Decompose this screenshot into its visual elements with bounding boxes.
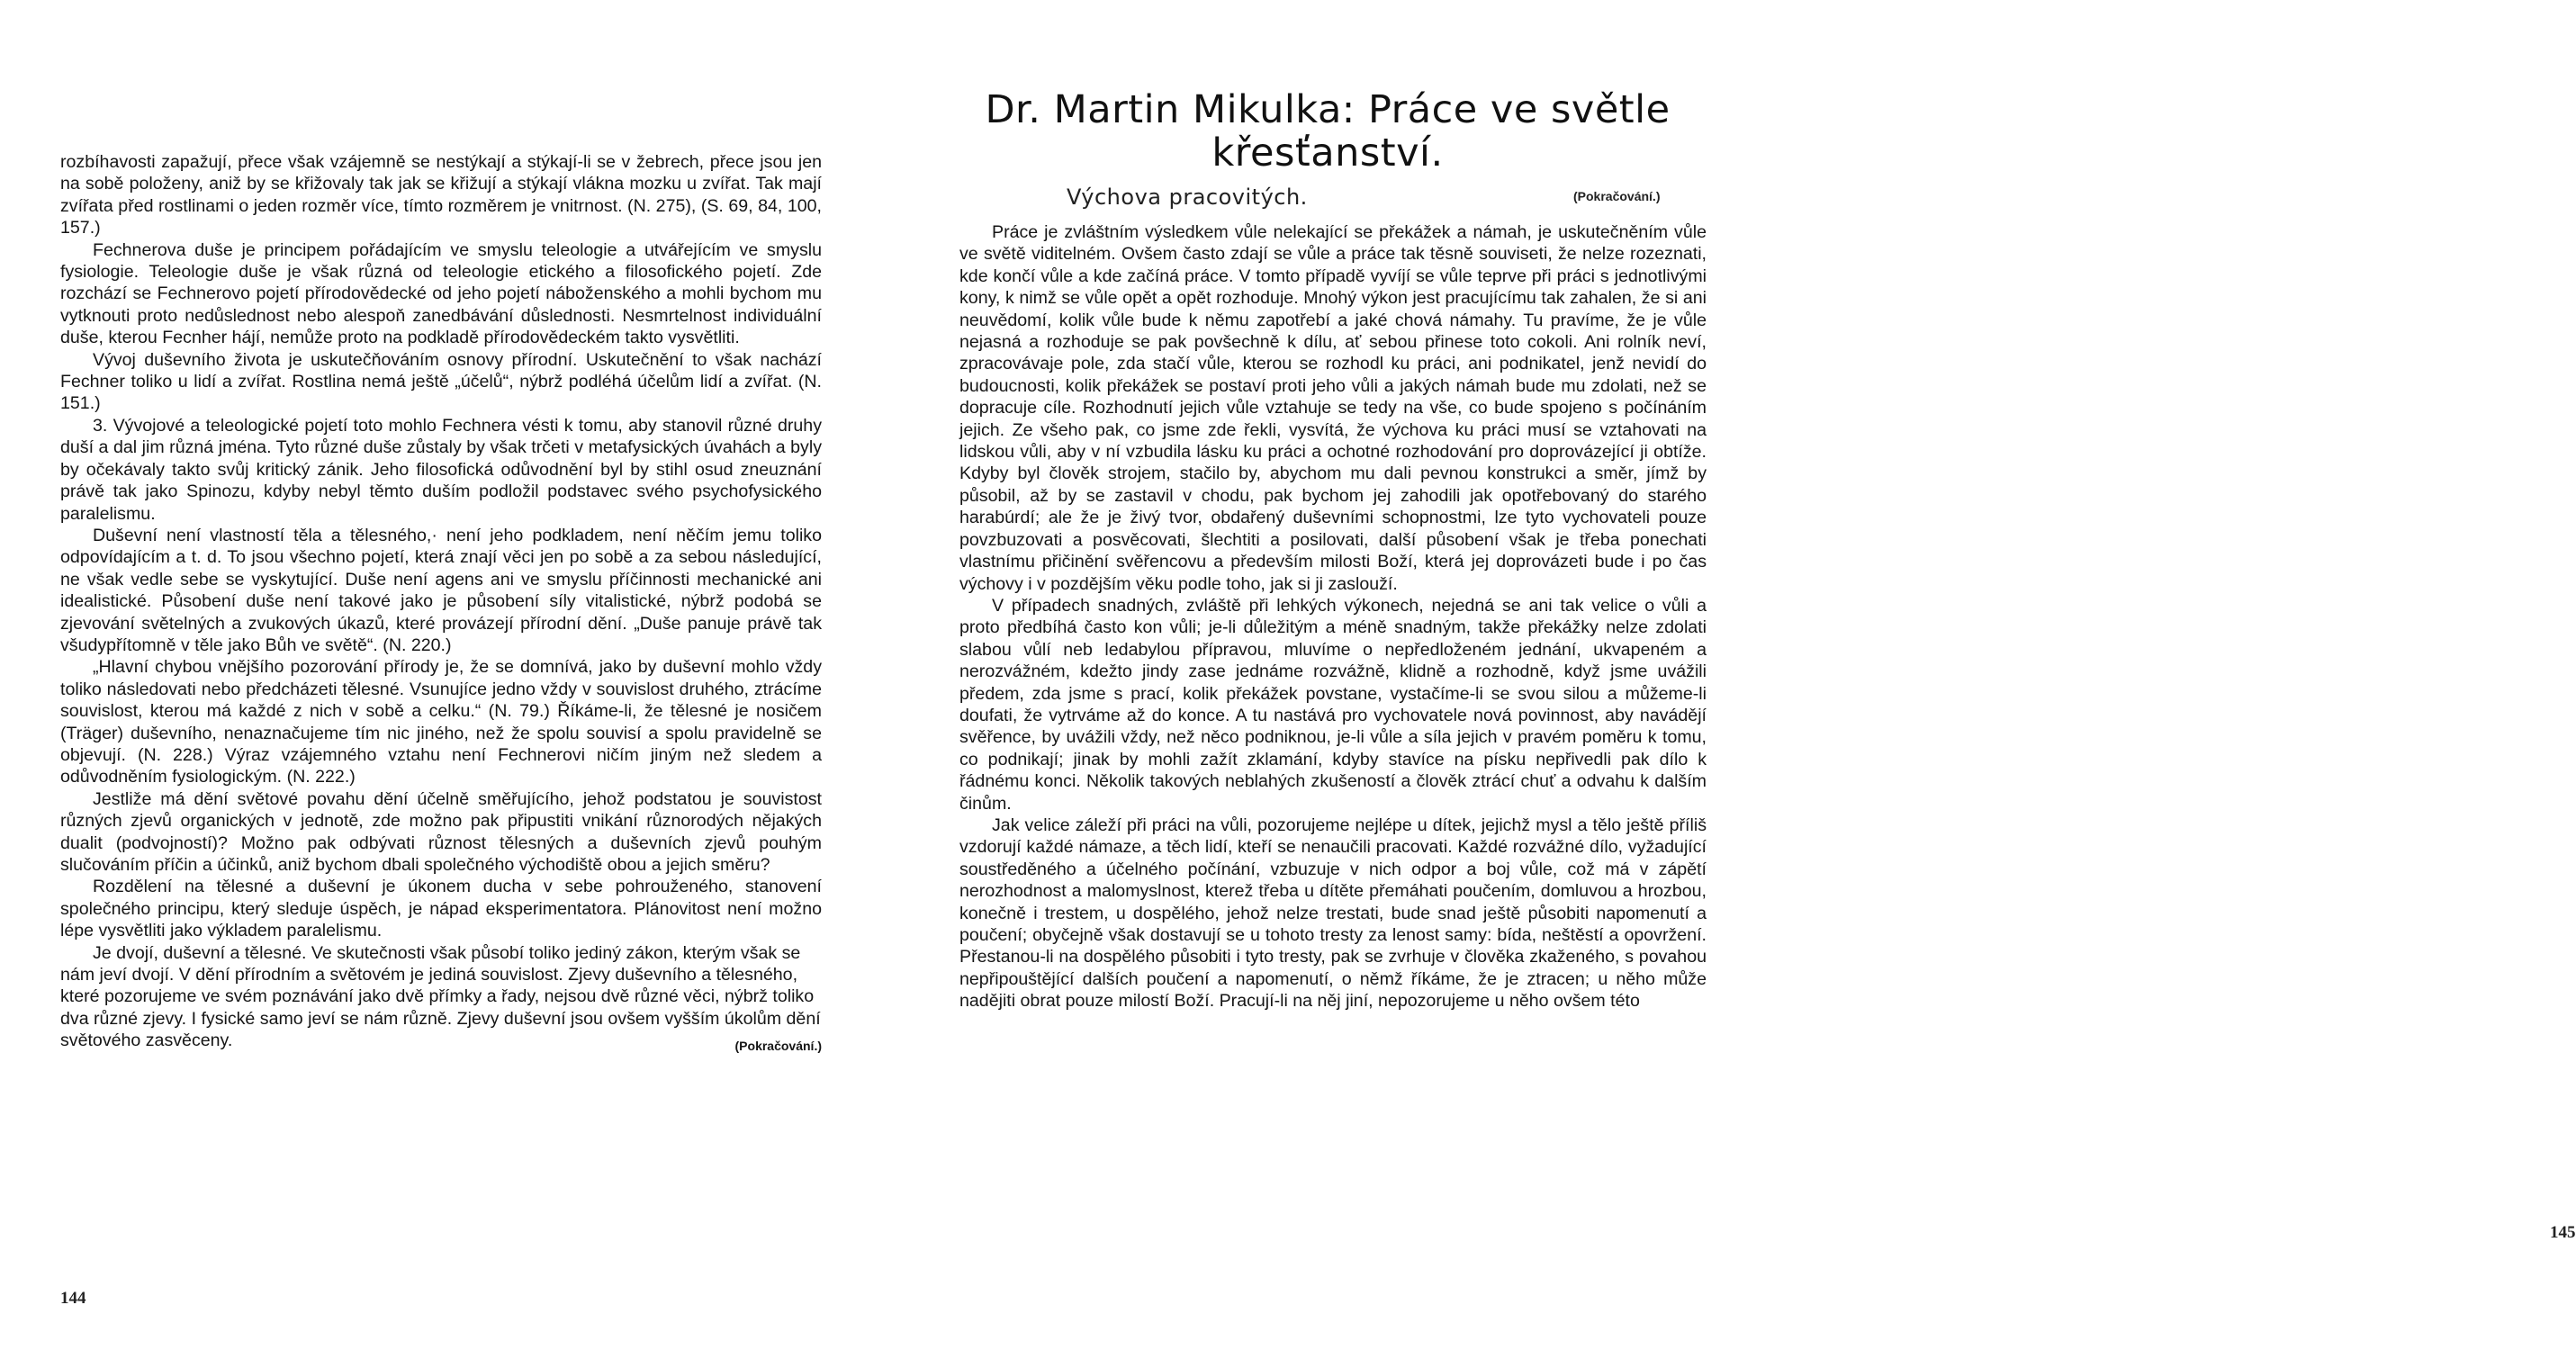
paragraph: Rozdělení na tělesné a duševní je úkonem ducha v sebe pohrouženého, stanovení společného principu, který sleduje úspěch, je nápad eksperimentatora. Plánovitost není možno lépe vysvětliti jako výkladem paralelismu. xyxy=(60,877,822,941)
section-heading: Výchova pracovitých. xyxy=(1067,184,1308,210)
paragraph: Jestliže má dění světové povahu dění účelně směřujícího, jehož podstatou je souvistost různých zjevů organických v jednotě, zde možno pak připustiti vnikání různorodých nějakých dualit (podvojností)? Možno pak odbývati různost tělesných a duševních zjevů pouhým slučováním příčin a účinků, aniž bychom dbali společného východiště obou a jejich směru? xyxy=(60,788,822,875)
paragraph: Vývoj duševního života je uskutečňováním osnovy přírodní. Uskutečnění to však nachází Fechner toliko u lidí a zvířat. Rostlina nemá ještě „účelů“, nýbrž podléhá účelům lidí a zvířat. (N. 151.) xyxy=(60,349,822,414)
paragraph: Jak velice záleží při práci na vůli, pozorujeme nejlépe u dítek, jejichž mysl a tělo ještě příliš vzdorují každé námaze, a těch lidí, kteří se nenaučili pracovati. Každé rozvážné dílo, vyžadující soustředěného a účelného počínání, vzbuzuje v nich odpor a boj vůle, což má v zápětí nerozhodnost a malomyslnost, kterež třeba u dítěte přemáhati poučením, domluvou a hrozbou, konečně i trestem, u dospělého, jehož nelze trestati, bude snad ještě působiti napomenutí a poučení; obyčejně však dostavují se u tohoto tresty za lenost samy: bída, neštěstí a opovržení. Přestanou-li na dospělého působiti i tyto tresty, pak se zvrhuje v člověka zkaženého, s povahou nepřipouštějící dalších poučení a napomenutí, o němž říkáme, že je ztracen; u něho může nadějiti obrat pouze milostí Boží. Pracují-li na něj jiní, nepozorujeme u něho ovšem této xyxy=(959,814,1707,1012)
paragraph: Fechnerova duše je principem pořádajícím ve smyslu teleologie a utvářejícím ve smyslu fysiologie. Teleologie duše je však různá od teleologie etického a filosofického pojetí. Zde rozchází se Fechnerovo pojetí přírodovědecké od jeho pojetí náboženského a mohli bychom mu vytknouti proto nedůslednost nebo alespoň zanedbávání důslednosti. Nesmrtelnost individuální duše, kterou Fecnher hájí, nemůže proto na podkladě přírodovědeckém takto vysvětliti. xyxy=(60,239,822,348)
page-number: 145 xyxy=(2550,1223,2576,1242)
paragraph: 3. Vývojové a teleologické pojetí toto mohlo Fechnera vésti k tomu, aby stanovil různé druhy duší a dal jim různá jména. Tyto různé duše zůstaly by však trčeti v metafysických úvahách a byly by očekávaly takto svůj kritický zánik. Jeho filosofická odůvodnění byl by stihl osud zneuznání právě tak jako Spinozu, kdyby nebyl těmto duším podložil podstavec svého psychofysického paralelismu. xyxy=(60,415,822,524)
page-number: 144 xyxy=(60,1289,86,1308)
paragraph: Duševní není vlastností těla a tělesného,· není jeho podkladem, není něčím jemu toliko odpovídajícím a t. d. To jsou všechno pojetí, která znají věci jen po sobě a za sebou následující, ne však vedle sebe se vyskytující. Duše není agens ani ve smyslu příčinnosti mechanické ani idealistické. Působení duše není takové jako je působení síly vitalistické, nýbrž podobá se zjevování světelných a zvukových úkazů, které provázejí přírodní dění. „Duše panuje právě tak všudypřítomně v těle jako Bůh ve světě“. (N. 220.) xyxy=(60,525,822,655)
paragraph: Práce je zvláštním výsledkem vůle nelekající se překážek a námah, je uskutečněním vůle ve světě viditelném. Ovšem často zdají se vůle a práce tak těsně souviseti, že nelze rozeznati, kde končí vůle a kde začíná práce. V tomto případě vyvíjí se vůle teprve při práci s jednotlivými kony, k nimž se vůle opět a opět rozhoduje. Mnohý výkon jest pracujícímu tak zahalen, že si ani neuvědomí, kolik vůle bude k němu zapotřebí a jaké chová námahy. Tu pravíme, že je vůle nejasná a rozhoduje se pak povšechně k dílu, ať sebou přinese toto cokoli. Ani rolník neví, zpracovávaje pole, zda stačí vůle, kterou se rozhodl ku práci, ani podnikatel, jenž nevidí do budoucnosti, kolik překážek se postaví proti jeho vůli a jakých námah bude mu zdolati, než se dopracuje cíle. Rozhodnutí jejich vůle vztahuje se tedy na vše, co bude spojeno s počínáním jejich. Ze všeho pak, co jsme zde řekli, vysvítá, že výchova ku práci musí se vztahovati na lidskou vůli, aby v ní vzbudila lásku ku práci a ochotné rozhodování pro doprovázející ji obtíže. Kdyby byl člověk strojem, stačilo by, abychom mu dali pevnou konstrukci a směr, jímž by působil, až by se zastavil v chodu, pak bychom jej zahodili jak opotřebovaný do starého harabúrdí; ale že je živý tvor, obdařený duševními schopnostmi, lze tyto vychovateli pouze povzbuzovati a posvěcovati, šlechtiti a posilovati, další působení však je třeba ponechati vlastnímu přičinění svěřencovu a především milosti Boží, která jej doprovázeti bude i po čas výchovy i v pozdějším věku podle toho, jak si ji zaslouží. xyxy=(959,222,1707,594)
paragraph xyxy=(60,942,822,1052)
right-page xyxy=(887,0,2576,1350)
paragraph: V případech snadných, zvláště při lehkých výkonech, nejedná se ani tak velice o vůli a proto předbíhá často kon vůli; je-li důležitým a méně snadným, takže překážky nelze zdolati slabou vůlí neb ledabylou přípravou, mluvíme o nepředloženém jednání, ukvapeném a nerozvážném, kdežto jindy zase jednáme rozvážně, klidně a rozhodně, když jsme uvážili předem, zda jsme s prací, kolik překážek povstane, vystačíme-li se svou silou a můžeme-li doufati, že vytrváme až do konce. A tu nastává pro vychovatele nová povinnost, aby navádějí svěřence, by uvážili vždy, než něco podniknou, je-li vůle a síla jejich v pravém poměru k tomu, co podnikají; jinak by mohli zažít zklamání, kdyby stavíce na písku nepřivedli pak dílo k řádnému konci. Několik takových neblahých zkušeností a člověk ztrácí chuť a odvahu k dalším činům. xyxy=(959,595,1707,814)
right-page-text xyxy=(959,221,1707,1012)
left-page-text xyxy=(60,151,822,1058)
continued-note: (Pokračování.) xyxy=(734,1039,822,1054)
paragraph: rozbíhavosti zapažují, přece však vzájemně se nestýkají a stýkají-li se v žebrech, přece jsou jen na sobě položeny, aniž by se křižovaly tak jak se křižují a stýkají vlákna mozku u zvířat. Tak mají zvířata před rostlinami o jeden rozměr více, tímto rozměrem je vnitrnost. (N. 275), (S. 69, 84, 100, 157.) xyxy=(60,152,822,238)
continued-note: (Pokračování.) xyxy=(1573,189,1661,203)
article-title: Dr. Martin Mikulka: Práce ve světle křesťanství. xyxy=(985,87,1671,176)
paragraph: „Hlavní chybou vnějšího pozorování přírody je, že se domnívá, jako by duševní mohlo vždy toliko následovati nebo předcházeti tělesné. Vsunujíce jedno vždy v souvislost druhého, ztrácíme souvislost, kterou má každé z nich v sobě a celku.“ (N. 79.) Říkáme-li, že tělesné je nosičem (Träger) duševního, nenaznačujeme tím nic jiného, než že spolu souvisí a spolu pravidelně se objevují. (N. 228.) Výraz vzájemného vztahu není Fechnerovi ničím jiným než sledem a odůvodněním fysiologickým. (N. 222.) xyxy=(60,657,822,788)
paragraph-text: Je dvojí, duševní a tělesné. Ve skutečnosti však působí toliko jediný zákon, kterým však se nám jeví dvojí. V dění přírodním a světovém je jediná souvislost. Zjevy duševního a tělesného, které pozorujeme ve svém poznávání jako dvě přímky a řady, nejsou dvě různé věci, nýbrž toliko dva různé zjevy. I fysické samo jeví se nám různě. Zjevy duševní jsou ovšem vyšším úkolům dění světového zasvěceny. xyxy=(60,942,821,1051)
left-page xyxy=(0,0,887,1350)
